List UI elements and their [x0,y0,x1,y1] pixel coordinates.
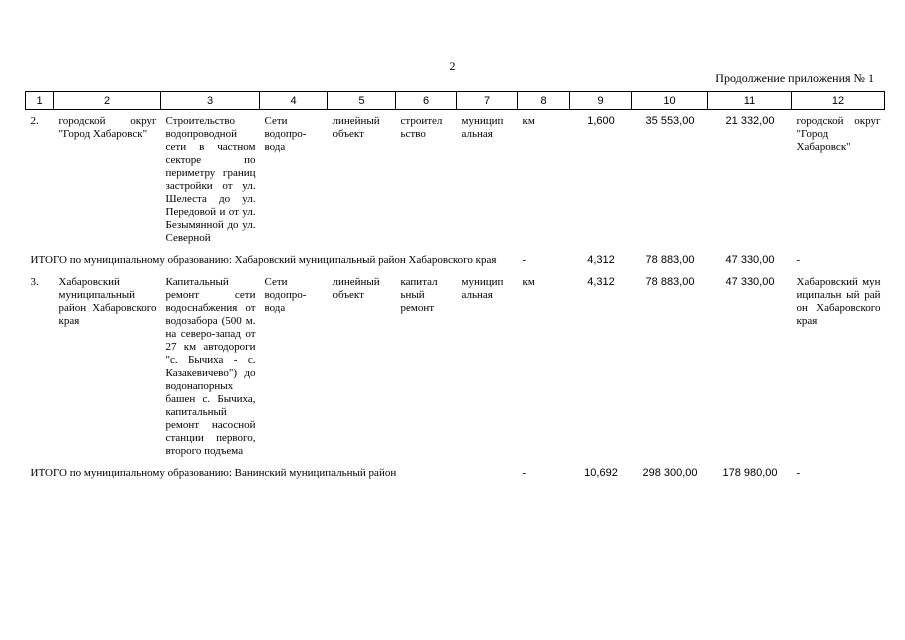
recipient-cell: - [796,254,801,266]
municipality-cell: Хабаровский муниципальный район Хабаровского края [58,276,157,327]
column-header: 11 [708,92,792,110]
ownership-cell: муницип альная [461,115,504,140]
category-cell: линейный объект [332,115,380,140]
cost-total-cell: 298 300,00 [642,467,698,479]
object-type-cell: Сети водопро-вода [264,276,307,314]
column-header: 7 [457,92,518,110]
appendix-continuation-note: Продолжение приложения № 1 [715,71,874,85]
column-header: 8 [518,92,570,110]
ownership-cell: муницип альная [461,276,504,301]
table-row [26,110,885,250]
recipient-cell: - [796,467,801,479]
unit-cell: км [522,115,535,127]
quantity-cell: 1,600 [587,115,615,127]
object-name-cell: Строительство водопроводной сети в частном секторе по периметру границ застройки от ул. Шелеста до ул. Передовой и от ул. Безымянной до ул. Северной [165,115,256,244]
quantity-cell: 4,312 [587,276,615,288]
object-type-cell: Сети водопро-вода [264,115,307,153]
column-header: 10 [632,92,708,110]
column-header: 6 [396,92,457,110]
cost-total-cell: 35 553,00 [645,115,695,127]
row-number: 3. [30,276,39,288]
table-row [26,271,885,462]
column-header: 5 [328,92,396,110]
total-label-cell: ИТОГО по муниципальному образованию: Хабаровский муниципальный район Хабаровского края [30,254,497,266]
cost-share-cell: 178 980,00 [722,467,778,479]
object-name-cell: Капитальный ремонт сети водоснабжения от водозабора (500 м. на северо-запад от 27 км автодороги "с. Бычиха - с. Казакевичево") до водонапорных башен с. Бычиха, капитальный ремонт насосной станции первого, второго подъема [165,276,256,457]
work-type-cell: строител ьство [400,115,443,140]
column-header: 1 [26,92,54,110]
column-header: 9 [570,92,632,110]
cost-share-cell: 21 332,00 [725,115,775,127]
page-number: 2 [449,59,456,73]
column-number-header-row [26,92,885,110]
column-header: 12 [792,92,885,110]
unit-cell: - [522,254,527,266]
column-header: 2 [54,92,161,110]
municipality-cell: городской округ "Город Хабаровск" [58,115,157,140]
column-header: 3 [161,92,260,110]
total-label-cell: ИТОГО по муниципальному образованию: Ванинский муниципальный район [30,467,397,479]
unit-cell: - [522,467,527,479]
unit-cell: км [522,276,535,288]
row-number: 2. [30,115,39,127]
cost-total-cell: 78 883,00 [645,276,695,288]
column-header: 4 [260,92,328,110]
cost-share-cell: 47 330,00 [725,254,775,266]
recipient-cell: городской округ "Город Хабаровск" [796,115,881,153]
cost-share-cell: 47 330,00 [725,276,775,288]
cost-total-cell: 78 883,00 [645,254,695,266]
table-row-total [26,462,885,484]
work-type-cell: капитал ьный ремонт [400,276,438,314]
quantity-cell: 10,692 [584,467,618,479]
quantity-cell: 4,312 [587,254,615,266]
appendix-table [25,91,885,484]
category-cell: линейный объект [332,276,380,301]
recipient-cell: Хабаровский муниципальн ый район Хабаровского края [796,276,881,327]
table-row-total [26,249,885,271]
